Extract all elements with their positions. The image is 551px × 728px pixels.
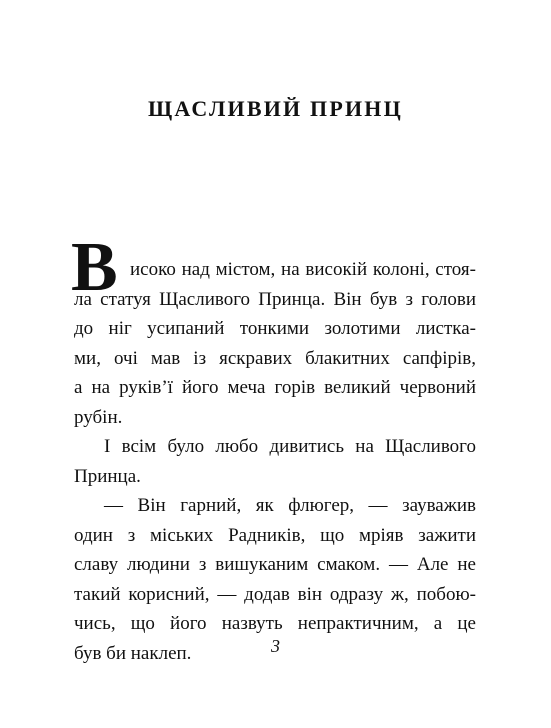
text-line: славу людини з вишуканим смаком. — Але не xyxy=(74,554,476,575)
text-line: ми, очі мав із яскравих блакитних сапфірів, xyxy=(74,347,476,369)
text-line: до ніг усипаний тонкими золотими листка- xyxy=(74,318,476,339)
text-line: один з міських Радників, що мріяв зажити xyxy=(74,524,476,546)
text-line: був би наклеп. xyxy=(74,642,192,664)
drop-cap: В xyxy=(71,229,118,306)
text-line: такий корисний, — додав він одразу ж, побою- xyxy=(74,583,476,605)
chapter-title: ЩАСЛИВИЙ ПРИНЦ xyxy=(148,96,403,121)
text-line: а на руків’ї його меча горів великий червоний xyxy=(74,377,476,398)
text-line: рубін. xyxy=(74,406,123,428)
page-number: 3 xyxy=(271,636,280,656)
text-line: исоко над містом, на високій колоні, стоя- xyxy=(130,259,476,280)
text-line: Принца. xyxy=(74,465,141,487)
text-line: І всім було любо дивитись на Щасливого xyxy=(104,436,476,457)
text-line: ла статуя Щасливого Принца. Він був з голови xyxy=(74,288,476,310)
body-text xyxy=(71,229,476,668)
text-line: — Він гарний, як флюгер, — зауважив xyxy=(104,495,476,516)
text-line: чись, що його назвуть непрактичним, а це xyxy=(74,613,476,634)
